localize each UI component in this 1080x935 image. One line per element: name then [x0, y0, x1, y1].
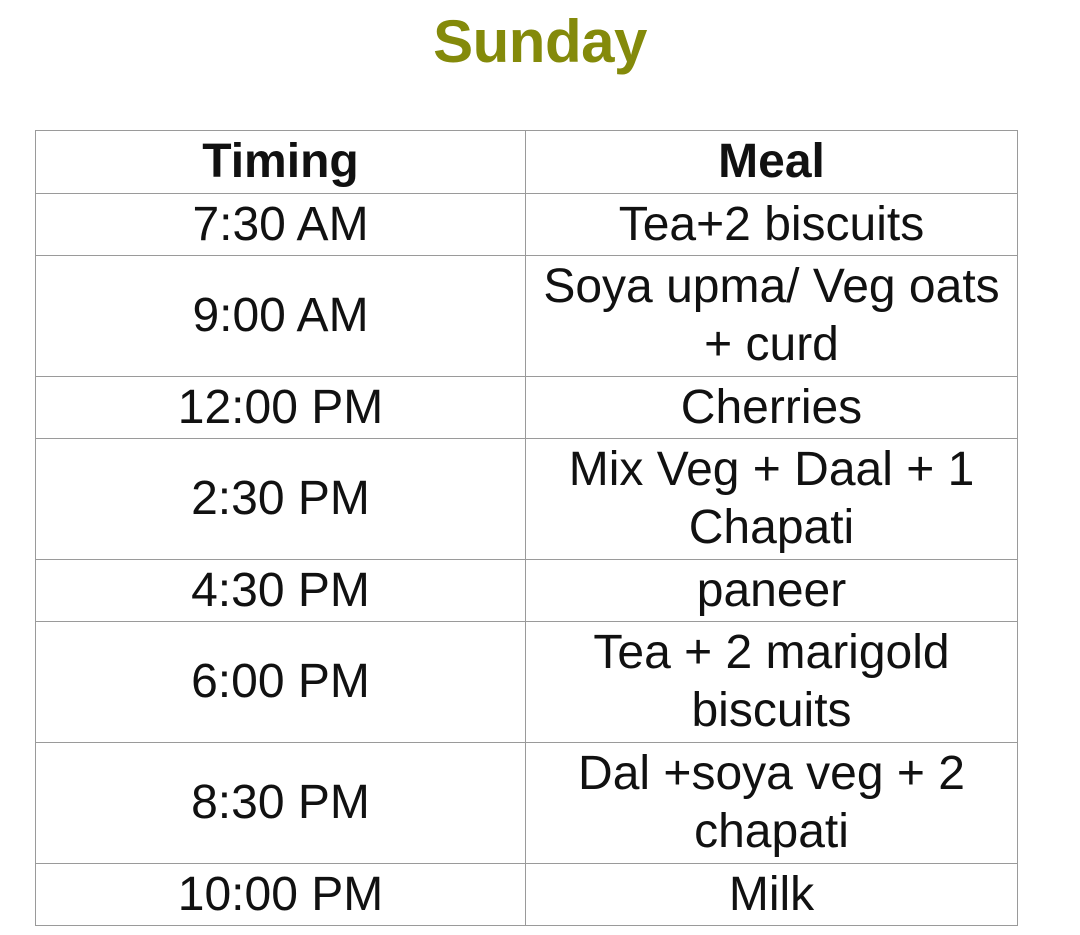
- page-title: Sunday: [433, 8, 647, 75]
- table-row: [36, 439, 1018, 560]
- meal-cell: Soya upma/ Veg oats + curd: [526, 256, 1018, 377]
- table-row: [36, 864, 1018, 926]
- meal-schedule-table: [35, 130, 1018, 926]
- timing-cell: 9:00 AM: [36, 256, 526, 377]
- table-row: [36, 743, 1018, 864]
- timing-cell: 4:30 PM: [36, 560, 526, 622]
- timing-cell: 12:00 PM: [36, 377, 526, 439]
- timing-cell: 6:00 PM: [36, 622, 526, 743]
- table-row: [36, 377, 1018, 439]
- timing-cell: 2:30 PM: [36, 439, 526, 560]
- table-row: [36, 622, 1018, 743]
- meal-column-header: Meal: [526, 131, 1018, 194]
- meal-cell: Dal +soya veg + 2 chapati: [526, 743, 1018, 864]
- meal-cell: paneer: [526, 560, 1018, 622]
- timing-cell: 10:00 PM: [36, 864, 526, 926]
- meal-cell: Mix Veg + Daal + 1 Chapati: [526, 439, 1018, 560]
- table-row: [36, 560, 1018, 622]
- meal-cell: Milk: [526, 864, 1018, 926]
- table-row: [36, 256, 1018, 377]
- meal-cell: Tea+2 biscuits: [526, 194, 1018, 256]
- table-row: [36, 194, 1018, 256]
- timing-cell: 7:30 AM: [36, 194, 526, 256]
- table-header-row: [36, 131, 1018, 194]
- timing-column-header: Timing: [36, 131, 526, 194]
- meal-cell: Tea + 2 marigold biscuits: [526, 622, 1018, 743]
- timing-cell: 8:30 PM: [36, 743, 526, 864]
- meal-cell: Cherries: [526, 377, 1018, 439]
